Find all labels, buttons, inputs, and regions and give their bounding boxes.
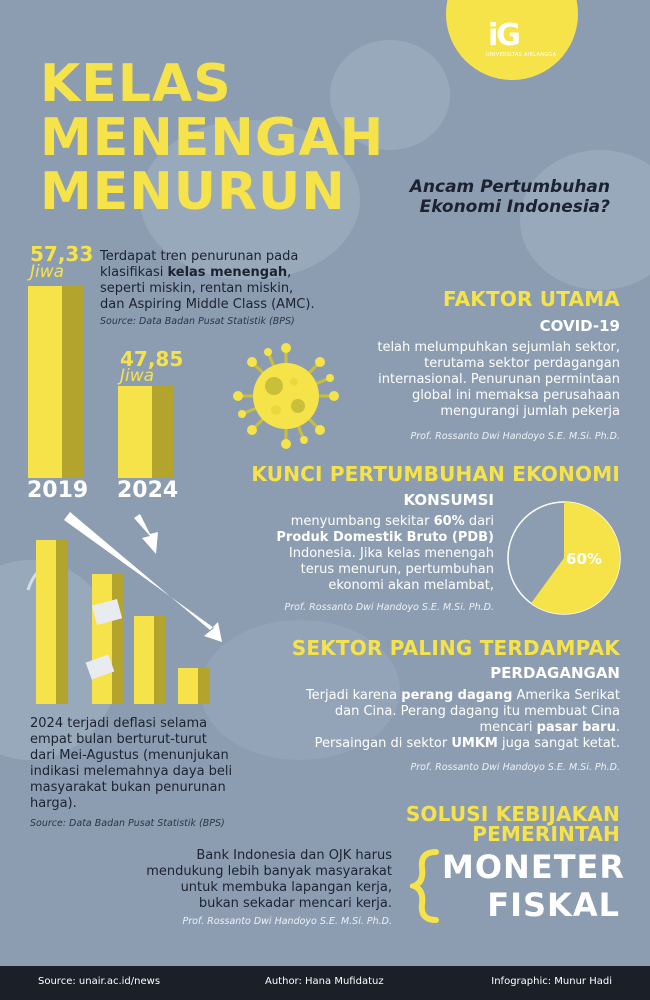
logo-subtitle: UNIVERSITAS AIRLANGGA	[486, 52, 557, 58]
solusi-line: untuk membuka lapangan kerja,	[180, 880, 392, 895]
sektor-text-part: mencari	[479, 720, 537, 735]
bar-2019-side	[62, 286, 84, 478]
bar-2024	[118, 386, 152, 478]
stats-description	[100, 249, 315, 313]
faktor-text	[377, 340, 620, 420]
deflasi-line: 2024 terjadi deflasi selama	[30, 716, 208, 731]
faktor-line: internasional. Penurunan permintaan	[378, 372, 620, 387]
desc-text: ,	[287, 265, 292, 280]
kunci-author: Prof. Rossanto Dwi Handoyo S.E. M.Si. Ph.D.	[284, 602, 494, 613]
pie-label: 60%	[566, 550, 602, 568]
deflasi-line: masyarakat bukan penurunan	[30, 780, 226, 795]
title-line-2: MENENGAH	[40, 108, 385, 168]
bar-2024-value: 47,85	[120, 347, 184, 371]
subtitle-line-2: Ekonomi Indonesia?	[419, 197, 610, 217]
sektor-line	[306, 736, 620, 752]
subtitle-line-1: Ancam Pertumbuhan	[409, 177, 610, 197]
sektor-highlight: perang dagang	[401, 688, 513, 703]
sektor-line	[306, 688, 620, 704]
faktor-line: terutama sektor perdagangan	[424, 356, 620, 371]
footer-infographic: Infographic: Munur Hadi	[491, 976, 612, 987]
kunci-line	[276, 514, 494, 530]
desc-line: dan Aspiring Middle Class (AMC).	[100, 297, 315, 312]
policy-moneter: MONETER	[442, 848, 626, 886]
desc-text: klasifikasi	[100, 265, 168, 280]
bar-2019-unit: Jiwa	[30, 262, 65, 282]
sektor-author: Prof. Rossanto Dwi Handoyo S.E. M.Si. Ph.D.	[410, 762, 620, 773]
deflasi-line: harga).	[30, 796, 77, 811]
faktor-line: mengurangi jumlah pekerja	[440, 404, 620, 419]
kunci-text	[276, 514, 494, 594]
falling-bar-chart-icon	[24, 510, 244, 710]
kunci-line: Indonesia. Jika kelas menengah	[288, 546, 494, 561]
footer-author: Author: Hana Mufidatuz	[265, 976, 384, 987]
year-2024: 2024	[117, 478, 179, 503]
title-line-1: KELAS	[40, 54, 232, 114]
logo-text: iG	[488, 18, 519, 53]
kunci-highlight: Produk Domestik Bruto (PDB)	[276, 530, 494, 545]
faktor-line: telah melumpuhkan sejumlah sektor,	[377, 340, 620, 355]
bar-2024-unit: Jiwa	[120, 366, 155, 386]
sektor-text-part: Persaingan di sektor	[314, 736, 452, 751]
sektor-text-part: Amerika Serikat	[512, 688, 620, 703]
bar-2019-value: 57,33	[30, 242, 94, 266]
kunci-line: terus menurun, pertumbuhan	[300, 562, 494, 577]
kunci-text-part: menyumbang sekitar	[290, 514, 434, 529]
faktor-title: FAKTOR UTAMA	[443, 287, 620, 311]
kunci-highlight: 60%	[433, 514, 465, 529]
faktor-subtitle: COVID-19	[539, 317, 620, 335]
desc-line: seperti miskin, rentan miskin,	[100, 281, 294, 296]
year-2019: 2019	[27, 478, 89, 503]
sektor-subtitle: PERDAGANGAN	[490, 664, 620, 682]
desc-highlight: kelas menengah	[167, 265, 288, 280]
virus-icon	[232, 342, 340, 450]
kunci-subtitle: KONSUMSI	[403, 491, 494, 509]
bar-2024-side	[152, 386, 174, 478]
solusi-title-line-2: PEMERINTAH	[472, 822, 620, 846]
solusi-line: Bank Indonesia dan OJK harus	[196, 848, 392, 863]
kunci-title: KUNCI PERTUMBUHAN EKONOMI	[251, 462, 620, 486]
deflasi-line: dari Mei-Agustus (menunjukan	[30, 748, 229, 763]
sektor-line	[306, 720, 620, 736]
pie-chart-icon	[506, 500, 622, 616]
sektor-line: dan Cina. Perang dagang itu membuat Cina	[334, 704, 620, 719]
sektor-highlight: UMKM	[451, 736, 498, 751]
sektor-text-part: juga sangat ketat.	[497, 736, 620, 751]
kunci-line	[276, 530, 494, 546]
desc-line	[100, 265, 315, 281]
solusi-title-line-1: SOLUSI KEBIJAKAN	[405, 802, 620, 826]
solusi-line: mendukung lebih banyak masyarakat	[146, 864, 392, 879]
sektor-title: SEKTOR PALING TERDAMPAK	[291, 636, 620, 660]
desc-line: Terdapat tren penurunan pada	[100, 249, 299, 264]
kunci-text-part: dari	[464, 514, 494, 529]
solusi-line: bukan sekadar mencari kerja.	[198, 896, 392, 911]
brace-icon	[410, 848, 440, 924]
sektor-text	[306, 688, 620, 752]
policy-fiskal: FISKAL	[487, 886, 620, 924]
footer-source: Source: unair.ac.id/news	[38, 976, 161, 987]
deflasi-line: empat bulan berturut-turut	[30, 732, 207, 747]
title-line-3: MENURUN	[40, 162, 346, 222]
faktor-line: global ini memaksa perusahaan	[411, 388, 620, 403]
solusi-text	[146, 848, 392, 912]
solusi-author: Prof. Rossanto Dwi Handoyo S.E. M.Si. Ph.D.	[182, 916, 392, 927]
sektor-text-part: Terjadi karena	[305, 688, 402, 703]
stats-source: Source: Data Badan Pusat Statistik (BPS)	[100, 316, 295, 327]
faktor-author: Prof. Rossanto Dwi Handoyo S.E. M.Si. Ph.D.	[410, 431, 620, 442]
deflasi-source: Source: Data Badan Pusat Statistik (BPS)	[30, 818, 225, 829]
sektor-text-part: .	[615, 720, 620, 735]
bar-2019	[28, 286, 62, 478]
kunci-line: ekonomi akan melambat,	[328, 578, 494, 593]
deflasi-text	[30, 716, 232, 812]
sektor-highlight: pasar baru	[536, 720, 616, 735]
deflasi-line: indikasi melemahnya daya beli	[30, 764, 233, 779]
bg-shape	[520, 150, 650, 290]
